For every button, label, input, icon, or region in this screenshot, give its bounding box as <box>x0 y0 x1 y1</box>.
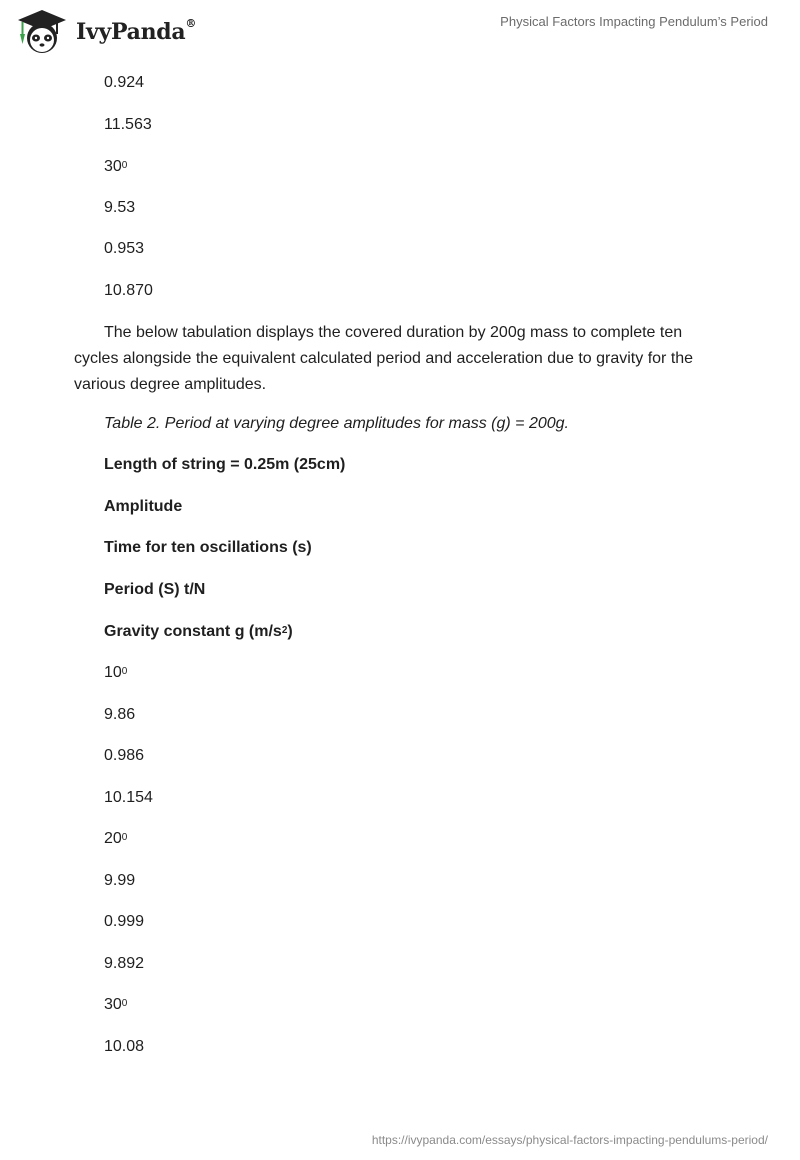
table-cell-time: 10.08 <box>104 1038 145 1055</box>
value-text: 10.870 <box>104 282 153 299</box>
table-caption: Table 2. Period at varying degree amplitudes for mass (g) = 200g. <box>104 415 569 432</box>
table-header-period: Period (S) t/N <box>104 581 206 598</box>
panda-logo-icon <box>12 8 70 56</box>
source-url-link[interactable]: https://ivypanda.com/essays/physical-factors-impacting-pendulums-period/ <box>371 1133 768 1147</box>
page-header <box>0 0 800 64</box>
table-header-amplitude: Amplitude <box>104 498 183 515</box>
table-cell-gravity: 9.892 <box>104 955 145 972</box>
value-text: 9.53 <box>104 199 136 216</box>
document-title: Physical Factors Impacting Pendulum’s Period <box>500 14 768 29</box>
table-cell-time: 9.99 <box>104 872 136 889</box>
table-cell-time: 9.86 <box>104 706 136 723</box>
table-cell-gravity: 10.154 <box>104 789 153 806</box>
table-cell-period: 0.986 <box>104 747 145 764</box>
amplitude-value: $30^0$ <box>104 158 128 175</box>
table-header-time: Time for ten oscillations (s) <box>104 539 312 556</box>
table-cell-amplitude: $20^0$ <box>104 830 128 847</box>
table-header-length: Length of string = 0.25m (25cm) <box>104 456 346 473</box>
table-cell-amplitude: $10^0$ <box>104 664 128 681</box>
table-header-gravity: Gravity constant g $(m/s^2)$ <box>104 623 293 640</box>
brand-name: IvyPanda® <box>76 16 197 45</box>
value-text: 0.953 <box>104 240 145 257</box>
value-text: 0.924 <box>104 74 145 91</box>
value-text: 11.563 <box>104 116 152 133</box>
table-cell-amplitude: $30^0$ <box>104 996 128 1013</box>
ivypanda-logo[interactable] <box>12 8 196 56</box>
table-cell-period: 0.999 <box>104 913 145 930</box>
body-paragraph: The below tabulation displays the covered duration by 200g mass to complete ten cycles alongside the equivalent calculated period and acceleration due to gravity for the various degree amplitudes. <box>74 324 694 393</box>
